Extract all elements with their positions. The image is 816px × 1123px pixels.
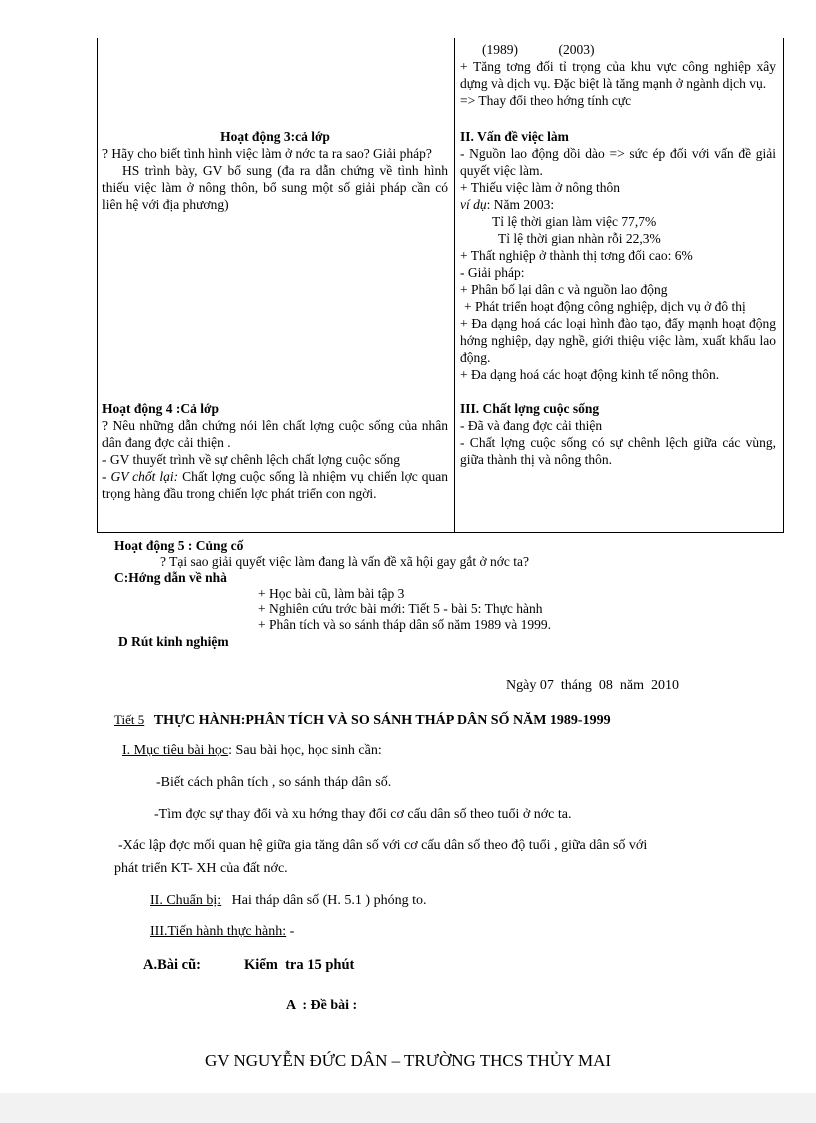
homework-title: C:Hớng dẫn về nhà (114, 570, 227, 585)
objective-1: -Biết cách phân tích , so sánh tháp dân số. (156, 775, 392, 790)
activity-5-question: ? Tại sao giải quyết việc làm đang là vấn đề xã hội gay gắt ở nớc ta? (160, 554, 530, 569)
activity-4-line-1: - GV thuyết trình về sự chênh lệch chất lợng cuộc sống (102, 452, 401, 467)
table-column-divider (454, 38, 455, 532)
activity-3-question: ? Hãy cho biết tình hình việc làm ở nớc ta ra sao? Giải pháp? (102, 146, 432, 161)
section-3-line-1: - Đã và đang đợc cải thiện (460, 418, 603, 433)
procedure-label: III.Tiến hành thực hành: (150, 924, 287, 939)
objective-2: -Tìm đợc sự thay đổi và xu hớng thay đổi cơ cấu dân số theo tuổi ở nớc ta. (154, 807, 572, 822)
years-line: (1989) (2003) (482, 42, 595, 57)
section-2-title: II. Vấn đề việc làm (460, 129, 569, 144)
homework-item-2: + Nghiên cứu trớc bài mới: Tiết 5 - bài 5: Thực hành (258, 601, 543, 616)
example-year: : Năm 2003: (486, 197, 555, 212)
growth-text: + Tăng tơng đối tỉ trọng của khu vực công nghiệp xây dựng và dịch vụ. Đặc biệt là tăng mạnh ở ngành dịch vụ. (460, 59, 776, 91)
page-bottom-band (0, 1093, 816, 1123)
gv-conclusion-label: - GV chốt lại: (102, 469, 179, 484)
objectives-intro: : Sau bài học, học sinh cần: (228, 743, 382, 758)
objective-3-cont: phát triển KT- XH của đất nớc. (114, 861, 288, 876)
example-label: ví dụ (460, 197, 487, 212)
section-2-line-9: + Phát triển hoạt động công nghiệp, dịch vụ ở đô thị (464, 299, 746, 314)
section-2-line-8: + Phân bố lại dân c và nguồn lao động (460, 282, 668, 297)
objectives-label: I. Mục tiêu bài học (122, 743, 229, 758)
section-2-idle-rate: Tỉ lệ thời gian nhàn rỗi 22,3% (498, 231, 661, 246)
procedure-line (150, 923, 294, 940)
section-2-line-10: + Đa dạng hoá các loại hình đào tạo, đẩy mạnh hoạt động hớng nghiệp, dạy nghề, giới thiệu việc làm, xuất khẩu lao động. (460, 316, 776, 365)
activity-4-cell (102, 400, 448, 502)
preparation-text: Hai tháp dân số (H. 5.1 ) phóng to. (221, 893, 427, 908)
preparation-label: II. Chuẩn bị: (150, 893, 222, 908)
right-cell-top (460, 41, 776, 109)
old-lesson-text: Kiểm tra 15 phút (244, 957, 355, 973)
procedure-dash: - (286, 924, 295, 939)
homework-item-1: + Học bài cũ, làm bài tập 3 (258, 586, 405, 601)
section-2-line-7: - Giải pháp: (460, 265, 525, 280)
homework-item-3: + Phân tích và so sánh tháp dân số năm 1989 và 1999. (258, 617, 551, 632)
section-3-cell (460, 400, 776, 468)
section-2-work-rate: Tỉ lệ thời gian làm việc 77,7% (492, 214, 657, 229)
exam-label: A : Đề bài : (286, 998, 358, 1013)
footer-text: GV NGUYỄN ĐỨC DÂN – TRƯỜNG THCS THỦY MAI (204, 1051, 612, 1070)
gv-conclusion-text: Chất lợng cuộc sống là nhiệm vụ chiến lợc quan trọng hàng đầu trong chiến lợc phát triển con ngời. (102, 469, 448, 501)
lesson-number: Tiết 5 (114, 712, 145, 727)
old-lesson-label: A.Bài cũ: (143, 957, 201, 973)
activity-3-title: Hoạt động 3:cả lớp (220, 129, 330, 144)
activity-4-title: Hoạt động 4 :Cả lớp (102, 401, 219, 416)
section-2-line-1: - Nguồn lao động dồi dào => sức ép đối với vấn đề giải quyết việc làm. (460, 146, 776, 178)
objectives-line (122, 742, 382, 759)
date-line: Ngày 07 tháng 08 năm 2010 (506, 678, 680, 693)
review-title: D Rút kinh nghiệm (118, 634, 229, 649)
preparation-line (150, 892, 426, 909)
section-2-line-6: + Thất nghiệp ở thành thị tơng đối cao: 6% (460, 248, 693, 263)
activity-4-line-2 (102, 468, 448, 502)
activity-3-desc: HS trình bày, GV bổ sung (đa ra dẫn chứng về tình hình thiếu việc làm ở nông thôn, bổ sung một số giải pháp cần có liên hệ với địa phương) (102, 163, 448, 212)
section-3-line-2: - Chất lợng cuộc sống có sự chênh lệch giữa các vùng, giữa thành thị và nông thôn. (460, 435, 776, 467)
section-3-title: III. Chất lợng cuộc sống (460, 401, 600, 416)
activity-5-title: Hoạt động 5 : Củng cố (114, 538, 244, 553)
section-2-line-11: + Đa dạng hoá các hoạt động kinh tế nông thôn. (460, 367, 720, 382)
trend-text: => Thay đổi theo hớng tính cực (460, 93, 632, 108)
activity-3-cell (102, 128, 448, 213)
section-2-cell (460, 128, 776, 383)
section-2-line-2: + Thiếu việc làm ở nông thôn (460, 180, 620, 195)
lesson-heading (114, 711, 611, 729)
activity-4-question: ? Nêu những dẫn chứng nói lên chất lợng cuộc sống của nhân dân đang đợc cải thiện . (102, 418, 448, 450)
lesson-title: THỰC HÀNH:PHÂN TÍCH VÀ SO SÁNH THÁP DÂN SỐ NĂM 1989-1999 (153, 713, 611, 728)
objective-3: -Xác lập đợc mối quan hệ giữa gia tăng dân số với cơ cấu dân số theo độ tuổi , giữa dân số với (118, 838, 648, 853)
section-2-example (460, 196, 776, 213)
